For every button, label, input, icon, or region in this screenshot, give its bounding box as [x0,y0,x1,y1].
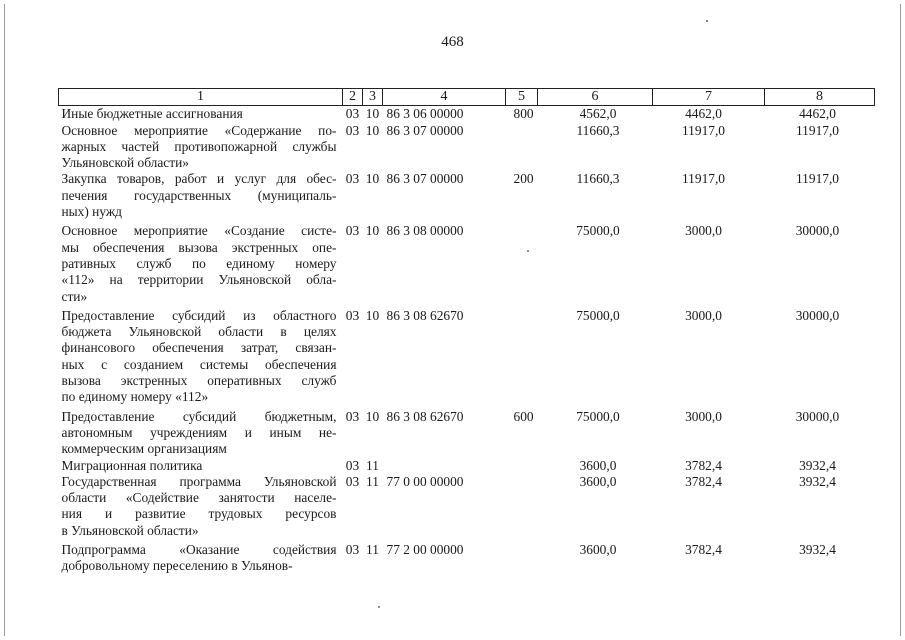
cell-name-line: Закупка товаров, работ и услуг для обес- [61,171,337,187]
cell-name-line: ных) нужд [61,204,122,220]
cell-subsection: 11 [366,473,379,489]
header-col-3: 3 [363,89,383,106]
cell-section: 03 [345,171,360,187]
table-row [59,305,875,406]
cell-section: 03 [345,457,360,473]
cell-target-article: 86 3 08 62670 [386,408,464,424]
cell-name-line: жарных частей противопожарной службы [61,138,337,154]
cell-amount-col7: 3000,0 [685,307,722,323]
cell-name [59,458,343,474]
cell-amount-col6: 75000,0 [576,223,620,239]
table-row [59,539,875,575]
cell-name [59,474,343,539]
cell-name-line: бюджета Ульяновской области в целях [61,324,337,340]
header-col-5: 5 [506,89,538,106]
cell-subsection: 10 [365,223,380,239]
cell-target-article: 77 2 00 00000 [386,542,464,558]
page-number: 468 [441,34,464,50]
cell-name [59,220,343,304]
cell-name [59,539,343,575]
cell-amount-col7: 11917,0 [681,171,726,187]
cell-amount-col8: 30000,0 [795,223,840,239]
cell-target-article: 86 3 08 62670 [386,307,464,323]
table-row [59,123,875,172]
cell-name [59,123,343,172]
cell-amount-col7: 3782,4 [685,457,722,473]
header-col-4: 4 [383,89,506,106]
header-col-7: 7 [653,89,765,106]
table-row [59,220,875,304]
cell-name-line: Основное мероприятие «Создание систе- [61,223,337,239]
cell-expense-type [506,458,538,474]
cell-section: 03 [345,542,360,558]
budget-table [58,88,875,575]
cell-name-line: ных с созданием системы обеспечения [61,356,337,372]
scan-speck [706,20,708,22]
header-col-2: 2 [343,89,363,106]
table-row [59,106,875,123]
table-row [59,474,875,539]
header-col-1: 1 [59,89,343,106]
cell-name-line: области «Содействие занятости населе- [61,490,337,506]
cell-name-line: Подпрограмма «Оказание содействия [61,542,337,558]
cell-name-line: автономным учреждениям и иным не- [61,424,337,440]
table-row [59,171,875,220]
cell-target-article: 86 3 06 00000 [386,106,464,122]
cell-target-article: 86 3 08 00000 [386,223,464,239]
cell-amount-col8: 11917,0 [795,171,840,187]
scan-speck [527,250,529,252]
cell-name-line: «112» на территории Ульяновской обла- [61,272,337,288]
cell-expense-type [506,123,538,172]
cell-amount-col6: 3600,0 [579,473,617,489]
cell-expense-type [506,305,538,406]
cell-name-line: Государственная программа Ульяновской [61,473,337,489]
cell-amount-col8: 3932,4 [799,473,836,489]
cell-subsection: 10 [365,122,380,138]
cell-amount-col6: 3600,0 [579,457,617,473]
cell-amount-col8: 11917,0 [795,122,840,138]
cell-expense-type [506,220,538,304]
cell-name-line: Предоставление субсидий бюджетным, [61,408,337,424]
cell-name-line: в Ульяновской области» [61,522,199,538]
budget-table-wrapper [58,88,875,575]
cell-amount-col6: 3600,0 [579,542,617,558]
cell-amount-col7: 11917,0 [681,122,726,138]
cell-name-line: печения государственных (муниципаль- [61,187,337,203]
cell-amount-col8: 3932,4 [799,457,836,473]
cell-subsection: 11 [366,542,379,558]
cell-amount-col7: 3782,4 [685,473,722,489]
cell-name-line: добровольному переселению в Ульянов- [61,558,293,574]
cell-amount-col7: 3000,0 [685,223,722,239]
cell-name [59,106,343,123]
cell-name-line: Предоставление субсидий из областного [61,307,337,323]
header-col-8: 8 [765,89,875,106]
cell-subsection: 11 [366,457,379,473]
cell-section: 03 [345,223,360,239]
cell-section: 03 [345,307,360,323]
cell-name-line: вызова экстренных оперативных служб [61,373,337,389]
cell-amount-col6: 11660,3 [576,122,620,138]
table-body [59,106,875,575]
cell-amount-col7: 3782,4 [685,542,722,558]
cell-name [59,171,343,220]
cell-name-line: финансового обеспечения затрат, связан- [61,340,337,356]
cell-name-line: сти» [61,288,88,304]
table-row [59,458,875,474]
cell-amount-col7: 3000,0 [685,408,722,424]
cell-subsection: 10 [365,171,380,187]
cell-name-line: Основное мероприятие «Содержание по- [61,122,337,138]
cell-amount-col6: 4562,0 [579,106,617,122]
cell-subsection: 10 [365,408,380,424]
table-row [59,406,875,458]
header-row [59,89,875,106]
scan-speck [378,606,380,608]
table-header [59,89,875,106]
cell-section: 03 [345,106,360,122]
cell-amount-col7: 4462,0 [685,106,722,122]
cell-name-line: мы обеспечения вызова экстренных опе- [61,239,337,255]
cell-amount-col6: 75000,0 [576,408,620,424]
cell-section: 03 [345,122,360,138]
cell-section: 03 [345,473,360,489]
cell-name [59,305,343,406]
cell-subsection: 10 [365,307,380,323]
cell-amount-col8: 3932,4 [799,542,836,558]
cell-amount-col8: 4462,0 [799,106,836,122]
cell-amount-col8: 30000,0 [795,408,840,424]
cell-target-article: 86 3 07 00000 [386,171,464,187]
cell-name-line: коммерческим организациям [61,441,227,457]
cell-expense-type: 600 [513,408,534,424]
cell-name-line: по единому номеру «112» [61,389,209,405]
cell-subsection: 10 [365,106,380,122]
cell-amount-col6: 11660,3 [576,171,620,187]
cell-expense-type [506,474,538,539]
cell-amount-col6: 75000,0 [576,307,620,323]
cell-expense-type: 200 [513,171,534,187]
cell-name-line: Ульяновской области» [61,155,189,171]
cell-expense-type [506,539,538,575]
cell-target-article [383,458,506,474]
cell-name-line: Миграционная политика [61,457,203,473]
cell-expense-type: 800 [513,106,534,122]
header-col-6: 6 [538,89,653,106]
cell-amount-col8: 30000,0 [795,307,840,323]
cell-name-line: ния и развитие трудовых ресурсов [61,506,337,522]
cell-name-line: Иные бюджетные ассигнования [61,106,243,122]
cell-name-line: ративных служб по единому номеру [61,255,337,271]
cell-name [59,406,343,458]
cell-section: 03 [345,408,360,424]
cell-target-article: 77 0 00 00000 [386,473,464,489]
cell-target-article: 86 3 07 00000 [386,122,464,138]
